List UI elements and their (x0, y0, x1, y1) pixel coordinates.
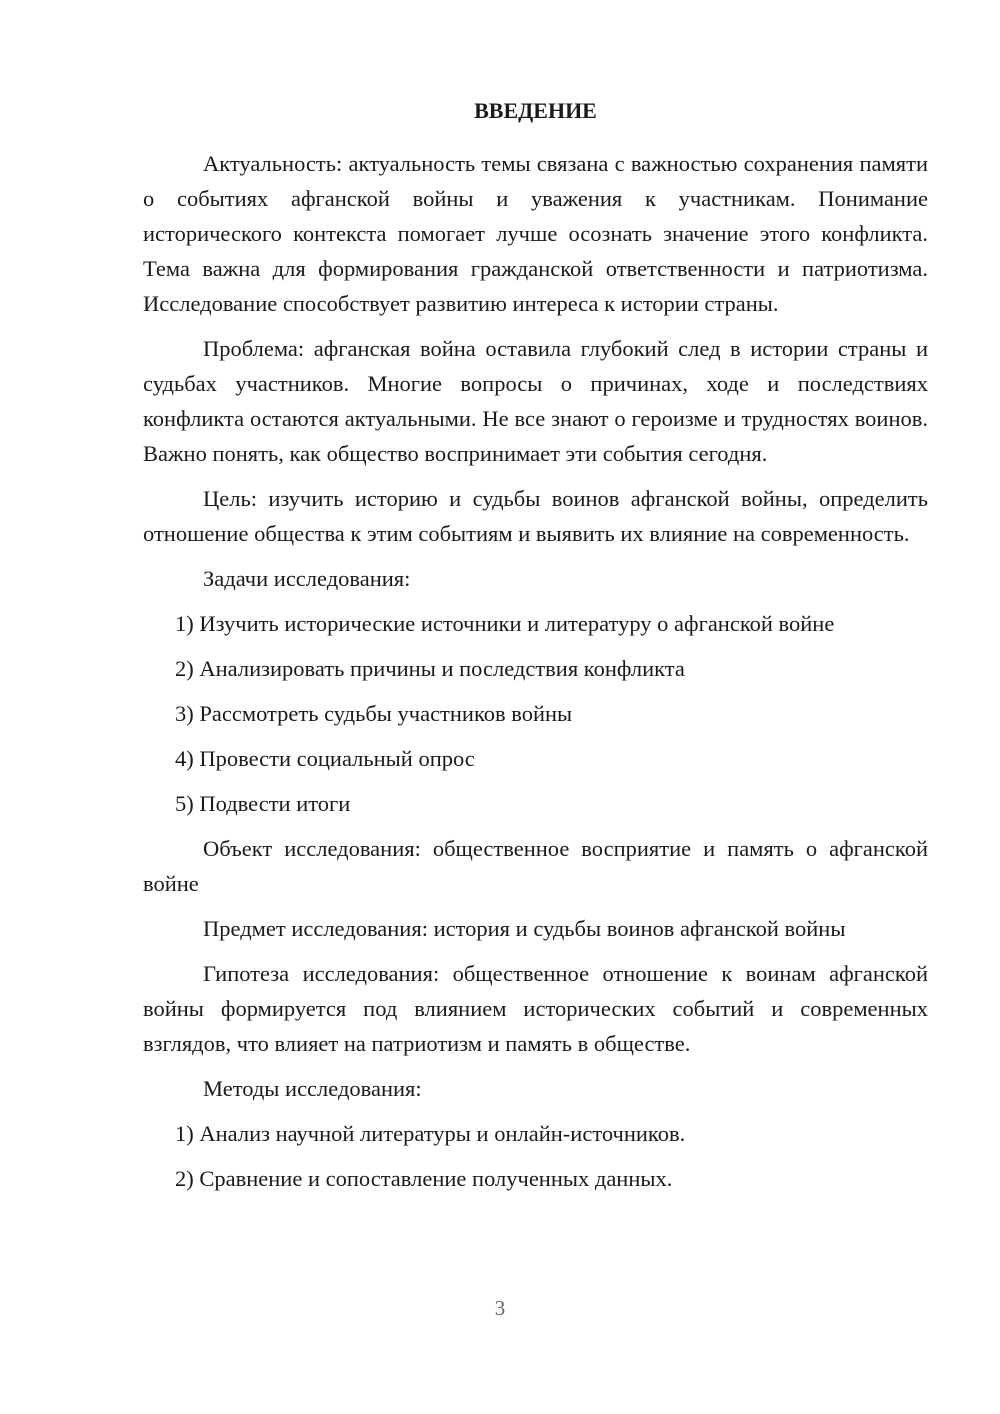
list-item: 2) Сравнение и сопоставление полученных данных. (175, 1166, 673, 1191)
tasks-title: Задачи исследования: (203, 566, 411, 591)
relevance-paragraph: Актуальность: актуальность темы связана с важностью сохранения памяти о событиях афганской войны и уважения к участникам. Понимание исторического контекста помогает лучше осознать значение этого конфликта. Тема важна для формирования гражданской ответственности и патриотизма. Исследование способствует развитию интереса к истории страны. (143, 151, 928, 316)
list-item: 1) Анализ научной литературы и онлайн-источников. (175, 1121, 686, 1146)
list-item: 5) Подвести итоги (175, 791, 351, 816)
document-page (143, 96, 928, 1206)
methods-title: Методы исследования: (203, 1076, 422, 1101)
problem-paragraph: Проблема: афганская война оставила глубокий след в истории страны и судьбах участников. Многие вопросы о причинах, ходе и последствиях конфликта остаются актуальными. Не все знают о героизме и трудностях воинов. Важно понять, как общество воспринимает эти события сегодня. (143, 336, 928, 466)
list-item: 4) Провести социальный опрос (175, 746, 475, 771)
list-item: 3) Рассмотреть судьбы участников войны (175, 701, 573, 726)
goal-paragraph: Цель: изучить историю и судьбы воинов афганской войны, определить отношение общества к этим событиям и выявить их влияние на современность. (143, 486, 928, 546)
list-item: 1) Изучить исторические источники и литературу о афганской войне (175, 611, 835, 636)
object-paragraph: Объект исследования: общественное восприятие и память о афганской войне (143, 836, 928, 896)
methods-list (143, 1116, 928, 1196)
list-item: 2) Анализировать причины и последствия конфликта (175, 656, 685, 681)
subject-paragraph: Предмет исследования: история и судьбы воинов афганской войны (203, 916, 846, 941)
page-number: 3 (494, 1296, 506, 1320)
section-heading: ВВЕДЕНИЕ (474, 98, 597, 123)
hypothesis-paragraph: Гипотеза исследования: общественное отношение к воинам афганской войны формируется под влиянием исторических событий и современных взглядов, что влияет на патриотизм и память в обществе. (143, 961, 928, 1056)
tasks-list (143, 606, 928, 821)
